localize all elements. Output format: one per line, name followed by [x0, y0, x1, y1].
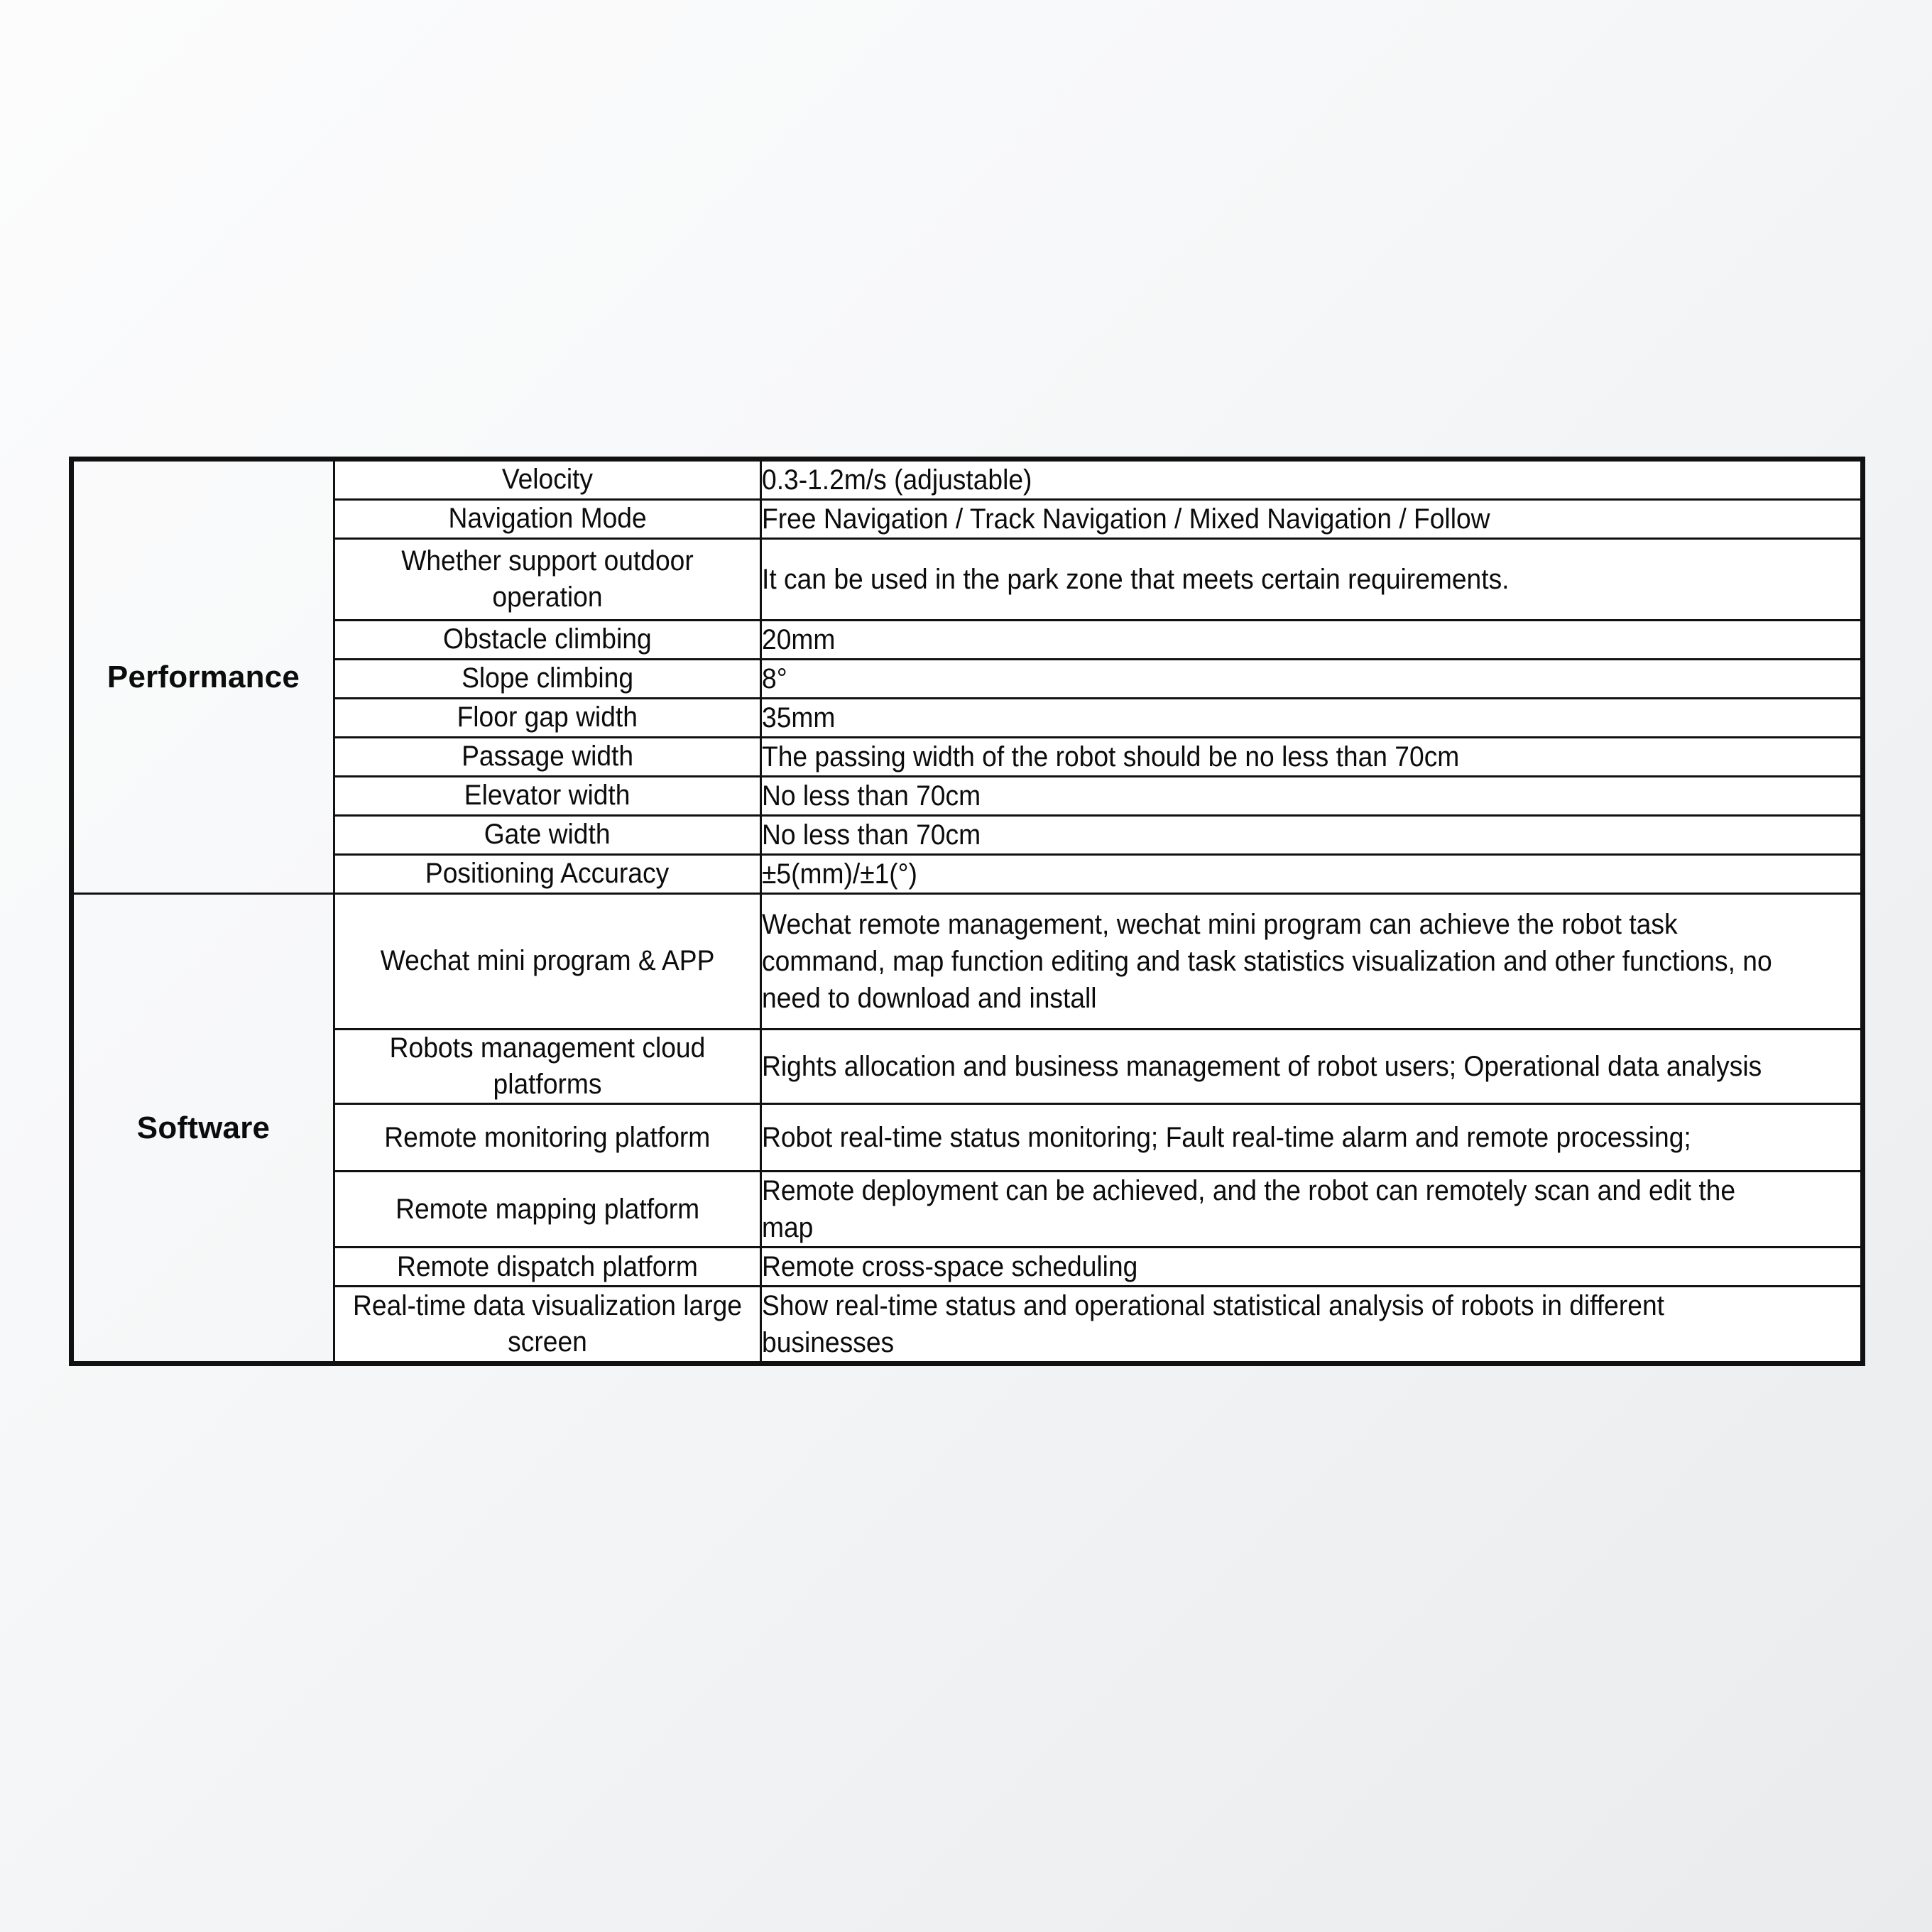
spec-label-text: Passage width	[462, 741, 633, 773]
spec-value	[761, 777, 1863, 816]
spec-value-text: Rights allocation and business management of robot users; Operational data analysis	[762, 1051, 1762, 1083]
spec-value	[761, 699, 1863, 738]
table-row	[72, 539, 1863, 621]
spec-value	[761, 660, 1863, 699]
spec-label-text: Obstacle climbing	[443, 623, 652, 655]
spec-label	[334, 738, 761, 777]
spec-label-text: Floor gap width	[457, 702, 638, 733]
category-cell-performance: Performance	[72, 459, 334, 894]
spec-value	[761, 459, 1863, 500]
table-row	[72, 621, 1863, 660]
table-row	[72, 500, 1863, 539]
spec-label-text: Whether support outdoor operation	[401, 545, 694, 613]
spec-label-text: Wechat mini program & APP	[380, 945, 715, 977]
spec-value	[761, 621, 1863, 660]
spec-value	[761, 894, 1863, 1030]
spec-value	[761, 816, 1863, 855]
spec-label	[334, 1104, 761, 1172]
spec-label	[334, 855, 761, 894]
spec-label	[334, 1172, 761, 1248]
table-row	[72, 699, 1863, 738]
spec-label	[334, 500, 761, 539]
spec-label-text: Slope climbing	[462, 662, 633, 694]
spec-value-text: Wechat remote management, wechat mini program can achieve the robot task command, map function editing and task statistics visualization and other functions, no need to download and install	[762, 909, 1772, 1014]
spec-value-text: 8°	[762, 663, 787, 694]
spec-label-text: Remote dispatch platform	[397, 1250, 698, 1282]
table-row	[72, 1030, 1863, 1104]
spec-value	[761, 1248, 1863, 1287]
spec-label	[334, 621, 761, 660]
spec-label	[334, 816, 761, 855]
spec-value	[761, 500, 1863, 539]
table-row	[72, 660, 1863, 699]
specification-table	[69, 457, 1865, 1366]
spec-value	[761, 539, 1863, 621]
spec-value-text: Remote cross-space scheduling	[762, 1251, 1138, 1283]
spec-label-text: Gate width	[484, 819, 611, 851]
table-row	[72, 777, 1863, 816]
spec-label	[334, 1248, 761, 1287]
spec-value-text: Remote deployment can be achieved, and the robot can remotely scan and edit the map	[762, 1175, 1736, 1244]
table-row	[72, 855, 1863, 894]
spec-label-text: Remote mapping platform	[395, 1193, 700, 1225]
table-row	[72, 1172, 1863, 1248]
spec-label-text: Velocity	[501, 464, 594, 496]
spec-label-text: Robots management cloud platforms	[389, 1032, 706, 1101]
spec-value	[761, 738, 1863, 777]
spec-value-text: 35mm	[762, 702, 836, 733]
spec-value-text: It can be used in the park zone that meets certain requirements.	[762, 564, 1510, 595]
spec-value-text: Free Navigation / Track Navigation / Mixed Navigation / Follow	[762, 503, 1490, 535]
category-cell-software: Software	[72, 894, 334, 1364]
spec-value-text: The passing width of the robot should be no less than 70cm	[762, 741, 1460, 773]
spec-label	[334, 1287, 761, 1364]
spec-label	[334, 1030, 761, 1104]
spec-label	[334, 459, 761, 500]
spec-value	[761, 1104, 1863, 1172]
spec-value-text: ±5(mm)/±1(°)	[762, 858, 917, 890]
spec-label-text: Real-time data visualization large screen	[353, 1290, 742, 1358]
spec-value-text: 20mm	[762, 624, 836, 655]
spec-value-text: No less than 70cm	[762, 819, 981, 851]
spec-table-container	[69, 457, 1865, 1366]
table-row	[72, 738, 1863, 777]
spec-value-text: Show real-time status and operational statistical analysis of robots in different businesses	[762, 1290, 1664, 1359]
spec-value	[761, 1030, 1863, 1104]
table-row	[72, 894, 1863, 1030]
spec-label	[334, 699, 761, 738]
spec-label-text: Navigation Mode	[448, 503, 647, 535]
spec-label-text: Elevator width	[464, 780, 631, 812]
spec-value-text: 0.3-1.2m/s (adjustable)	[762, 464, 1032, 496]
spec-label	[334, 539, 761, 621]
spec-label-text: Remote monitoring platform	[384, 1121, 711, 1153]
spec-label-text: Positioning Accuracy	[425, 858, 670, 890]
spec-label	[334, 660, 761, 699]
spec-label	[334, 894, 761, 1030]
spec-value	[761, 1287, 1863, 1364]
table-row	[72, 1248, 1863, 1287]
table-row	[72, 816, 1863, 855]
spec-value-text: No less than 70cm	[762, 780, 981, 812]
spec-value	[761, 1172, 1863, 1248]
spec-value	[761, 855, 1863, 894]
table-row	[72, 459, 1863, 500]
table-row	[72, 1287, 1863, 1364]
table-row	[72, 1104, 1863, 1172]
spec-value-text: Robot real-time status monitoring; Fault real-time alarm and remote processing;	[762, 1122, 1691, 1154]
spec-label	[334, 777, 761, 816]
